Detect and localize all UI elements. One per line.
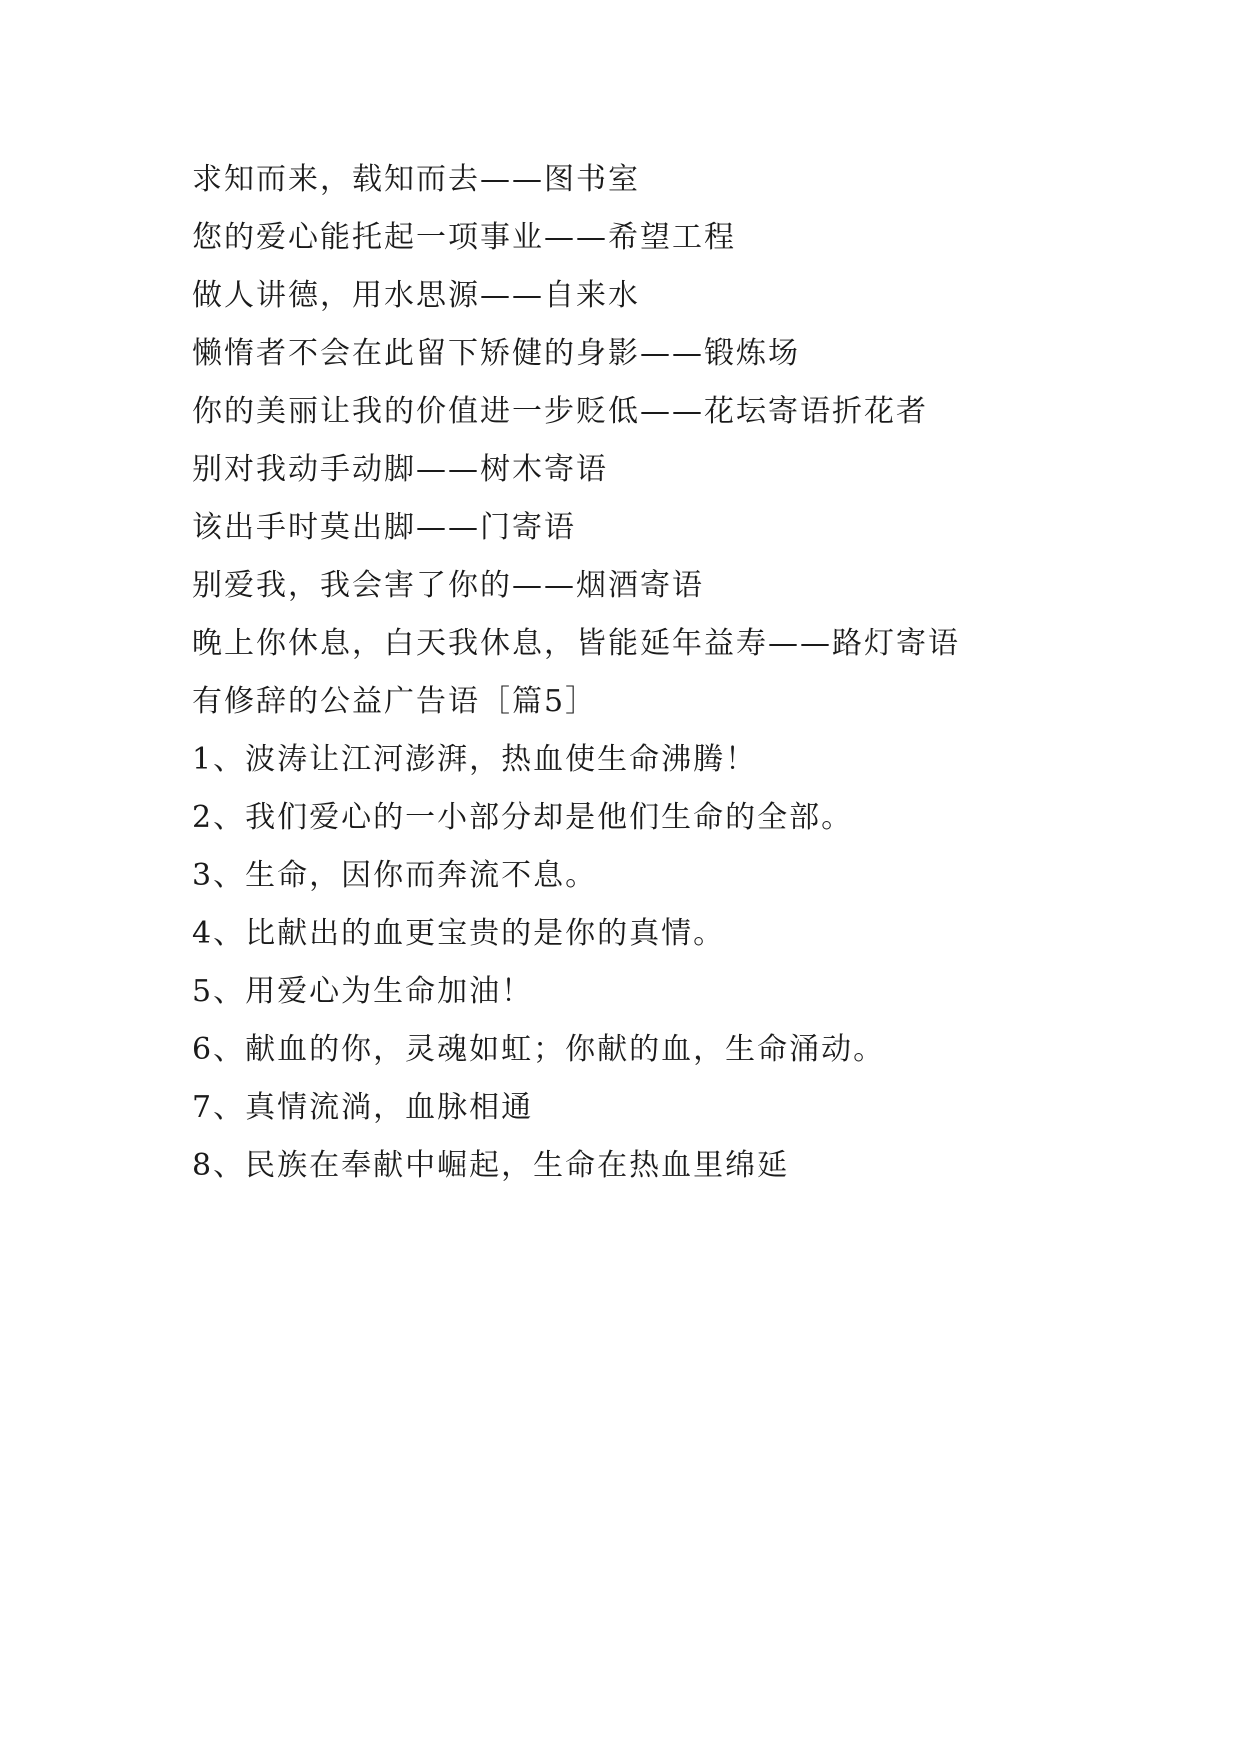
- list-item: 8、民族在奉献中崛起，生命在热血里绵延: [192, 1148, 790, 1183]
- list-item: 2、我们爱心的一小部分却是他们生命的全部。: [192, 800, 854, 835]
- text-line: 晚上你休息，白天我休息，皆能延年益寿——路灯寄语: [192, 626, 960, 661]
- text-line: 做人讲德，用水思源——自来水: [192, 278, 640, 313]
- list-item: 5、用爱心为生命加油！: [192, 974, 534, 1009]
- list-item: 7、真情流淌，血脉相通: [192, 1090, 534, 1125]
- list-item: 4、比献出的血更宝贵的是你的真情。: [192, 916, 726, 951]
- list-item: 6、献血的你，灵魂如虹；你献的血，生命涌动。: [192, 1032, 886, 1067]
- text-line: 您的爱心能托起一项事业——希望工程: [192, 220, 736, 255]
- text-line: 懒惰者不会在此留下矫健的身影——锻炼场: [192, 336, 800, 371]
- text-line: 别爱我，我会害了你的——烟酒寄语: [192, 568, 704, 603]
- text-line: 该出手时莫出脚——门寄语: [192, 510, 576, 545]
- list-item: 1、波涛让江河澎湃，热血使生命沸腾！: [192, 742, 758, 777]
- text-line: 求知而来，载知而去——图书室: [192, 162, 640, 197]
- document-body: [192, 162, 1092, 1206]
- list-item: 3、生命，因你而奔流不息。: [192, 858, 598, 893]
- text-line: 别对我动手动脚——树木寄语: [192, 452, 608, 487]
- section-heading: 有修辞的公益广告语［篇5］: [192, 684, 598, 719]
- text-line: 你的美丽让我的价值进一步贬低——花坛寄语折花者: [192, 394, 928, 429]
